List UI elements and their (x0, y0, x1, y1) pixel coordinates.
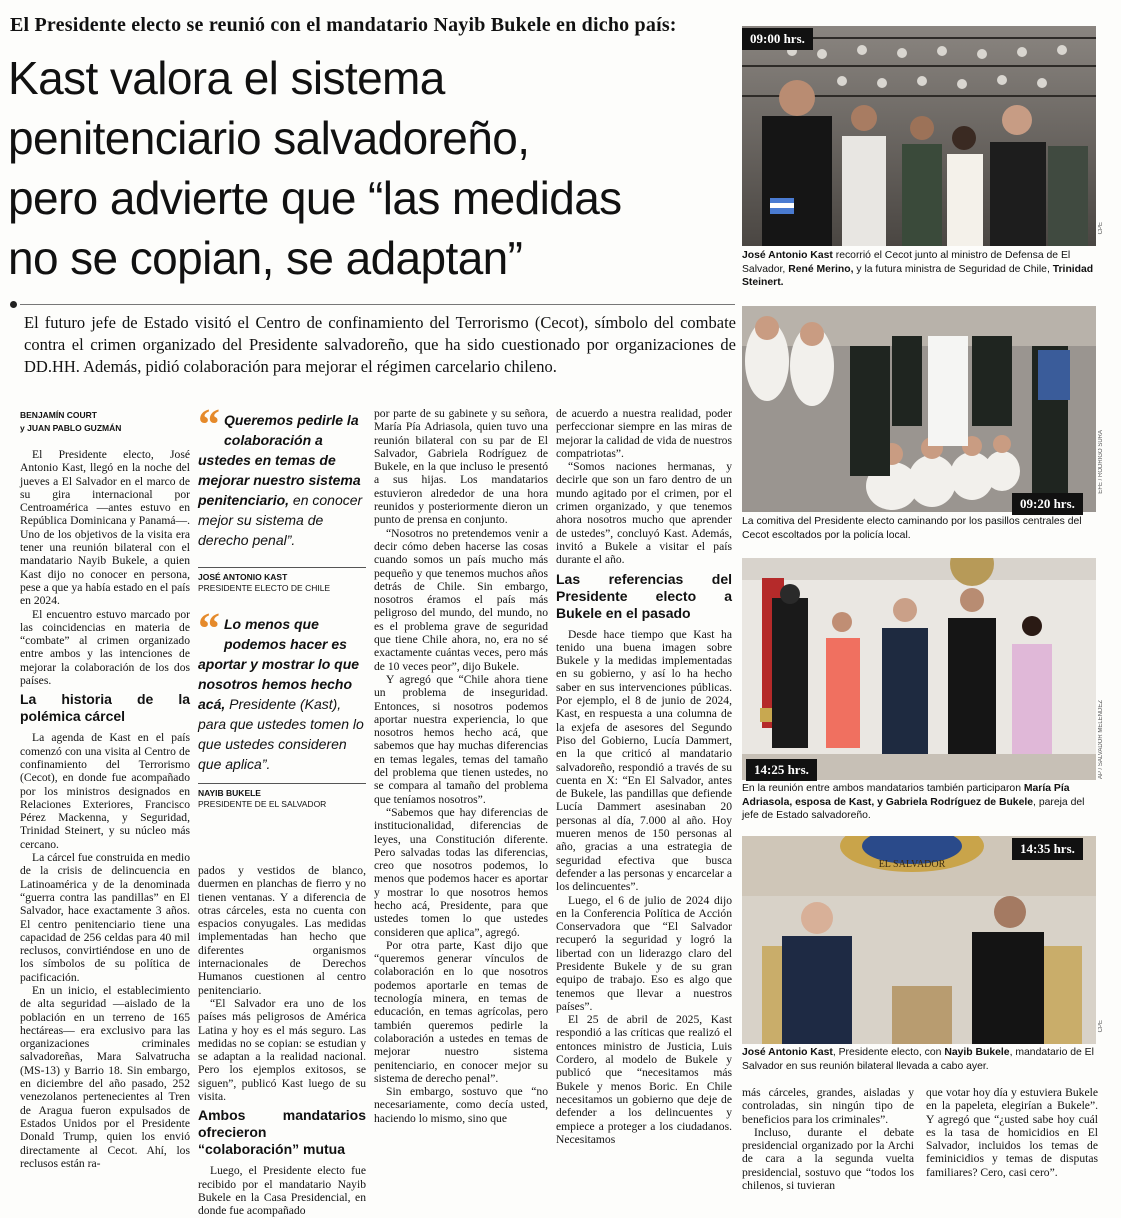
quote-attribution-kast (198, 567, 366, 594)
column-2 (198, 864, 366, 1218)
photo-cecot-corridor-image (742, 306, 1096, 512)
col3-paragraph: “Sabemos que hay diferencias de institucionalidad, diferencias de leyes, una Constitución diferente. Pero salvadas todas las diferencias, creo que nosotros podemos, lo menos que podemos hacer es aportar y mostrar lo que nosotros hemos hecho acá, Presidente, para que ustedes tomen lo que ustedes consideren que aplica”, agregó. (374, 805, 548, 939)
col6-paragraph: que votar hoy día y estuviera Bukele en la papeleta, elegirían a Bukele”. Y agregó que “¿usted sabe hoy cuál es la tasa de homicidios en El Salvador, incluidos los temas de feminicidios y temas de disputas familiares? Cero, casi cero”. (926, 1086, 1098, 1179)
quote-mark-icon: “ (198, 604, 220, 653)
photo-caption (742, 1046, 1096, 1073)
quote-name: JOSÉ ANTONIO KAST (198, 572, 288, 582)
col3-paragraph: Sin embargo, sostuvo que “no necesariamente, como decía usted, haciendo lo mismo, sino que (374, 1085, 548, 1125)
col2-paragraph: pados y vestidos de blanco, duermen en planchas de fierro y no tienen ventanas. Y a diferencia de otras cárceles, esta no cuenta con espacios conyugales. Las medidas implementadas han hecho que diferentes organismos internacionales de Derechos Humanos cuestionen al centro penitenciario. (198, 864, 366, 997)
caption-bold: Trinidad Steinert. (742, 263, 1094, 288)
photo-casa-presidencial (742, 558, 1096, 780)
photo-bilateral-meeting (742, 836, 1096, 1044)
quote-strong: Lo menos que podemos hacer es aportar y mostrar lo que nosotros hemos hecho acá, (198, 616, 360, 712)
quote-role: PRESIDENTE DE EL SALVADOR (198, 799, 327, 809)
headline-line-4: no se copian, se adaptan” (8, 232, 523, 284)
col1-paragraph: La cárcel fue construida en medio de la crisis de delincuencia en Latinoamérica y de la denominada “guerra contra las pandillas” en El Salvador, hace exactamente 3 años. El centro penitenciario tiene una capacidad de 256 celdas para 40 mil reclusos, convirtiéndose en uno de los símbolos de su política de pacificación. (20, 851, 190, 984)
caption-text: y la futura ministra de Seguridad de Chile, (853, 263, 1053, 275)
col3-paragraph: por parte de su gabinete y su señora, María Pía Adriasola, quien tuvo una reunión bilateral con su par de El Salvador, Gabriela Rodríguez de Bukele, en la que incluso le presentó a sus hijas. Los mandatarios estuvieron alrededor de una hora reunidos y posteriormente dieron un punto de prensa en conjunto. (374, 407, 548, 527)
caption-bold: José Antonio Kast (742, 250, 833, 261)
col2-paragraph: Luego, el Presidente electo fue recibido por el mandatario Nayib Bukele en la Casa Presidencial, en donde fue acompañado (198, 1164, 366, 1218)
photo-caption (742, 782, 1096, 823)
lead-paragraph: El futuro jefe de Estado visitó el Centro de confinamiento del Terrorismo (Cecot), símbolo del combate contra el crimen organizado del Presidente salvadoreño, que ha sido cuestionado por organizaciones de DD.HH. Además, pidió colaboración para mejorar el régimen carcelario chileno. (24, 313, 736, 376)
pull-quote-bukele (198, 604, 366, 774)
quote-role: PRESIDENTE ELECTO DE CHILE (198, 583, 331, 593)
col4-paragraph: “Somos naciones hermanas, y decirle que son un faro dentro de un mundo agitado por el crimen, por el crimen organizado, y que tenemos ahora nosotros mucho que aprender de ustedes”, concluyó Kast. Además, invitó a Bukele a visitar el país durante el año. (556, 460, 732, 567)
col1-paragraph: En un inicio, el establecimiento de alta seguridad —aislado de la población en un terreno de 165 hectáreas— era exclusivo para las organizaciones criminales salvadoreñas, Mara Salvatrucha (MS-13) y Barrio 18. Sin embargo, en diciembre del año pasado, 252 venezolanos pertenecientes al Tren de Aragua fueron expulsados de Estados Unidos por el Presidente Donald Trump, quien los envió directamente al Cecot. Ahí, los reclusos están ra- (20, 983, 190, 1170)
photo-credit: AP / SALVADOR MELENDEZ (1098, 700, 1104, 780)
photo-time-badge: 09:00 hrs. (742, 28, 813, 50)
lead-rule (20, 304, 735, 305)
caption-bold: Nayib Bukele (944, 1047, 1010, 1058)
photo-time-badge: 14:35 hrs. (1012, 838, 1083, 860)
col4-paragraph: Luego, el 6 de julio de 2024 dijo en la Conferencia Política de Acción Conservadora que “El Salvador recuperó la seguridad y logró la libertad con un liderazgo claro del Presidente Bukele y de su gran equipo de trabajo. Eso es algo que tenemos que llevar a nuestros países”. (556, 893, 732, 1013)
col1-subhead: La historia de la polémica cárcel (20, 691, 190, 725)
photo-cecot-visit (742, 26, 1096, 246)
quote-name: NAYIB BUKELE (198, 788, 261, 798)
byline-author-1: BENJAMÍN COURT (20, 410, 97, 420)
caption-text: , pareja del jefe de Estado salvadoreño. (742, 796, 1085, 821)
col3-paragraph: Y agregó que “Chile ahora tiene un problema de inseguridad. Entonces, si nosotros podemos aportar nuestra experiencia, lo que nosotros hemos hecho acá, que sabemos que hay muchas diferencias en temas legales, temas del tamaño del problema que tienen ustedes, no se compara al tamaño del problema que teníamos nosotros”. (374, 672, 548, 806)
col3-paragraph: “Nosotros no pretendemos venir a decir cómo deben hacerse las cosas cuando somos un país mucho más pequeño y que tenemos muchos años detrás de Chile. Sin embargo, nosotros éramos el país más peligroso del mundo, del mundo, no es el problema grave de seguridad que tiene Chile ahora, no, era no sé exactamente cuántas veces, pero más de 10 veces peor”, dijo Bukele. (374, 526, 548, 673)
headline-line-3: pero advierte que “las medidas (8, 172, 622, 224)
headline (8, 48, 736, 288)
headline-line-2: penitenciario salvadoreño, (8, 112, 530, 164)
col4-subhead: Las referencias del Presidente electo a Bukele en el pasado (556, 570, 732, 621)
caption-bold: René Merino, (788, 263, 854, 275)
seal-text: EL SALVADOR (878, 859, 946, 870)
column-3 (374, 407, 548, 1125)
kicker: El Presidente electo se reunió con el mandatario Nayib Bukele en dicho país: (10, 14, 677, 36)
column-4 (556, 407, 732, 1146)
caption-text: , Presidente electo, con (832, 1047, 945, 1058)
photo-cecot-visit-image (742, 26, 1096, 246)
column-5 (742, 1086, 914, 1192)
col1-paragraph: La agenda de Kast en el país comenzó con una visita al Centro de confinamiento del Terrorismo (Cecot), en donde fue acompañado por los ministros designados en Relaciones Exteriores, Francisco Pérez Mackenna, y Seguridad, Trinidad Steinert, y su núcleo más cercano. (20, 731, 190, 851)
col3-paragraph: Por otra parte, Kast dijo que “queremos generar vínculos de colaboración en lo que nosotros podemos aportarle en temas de tecnología minera, en temas de educación, en temas agrícolas, pero también queremos pedirle la colaboración a ustedes en temas de mejorar nuestro sistema penitenciario, en conocer mejor su sistema de derecho penal”. (374, 938, 548, 1085)
col4-paragraph: Desde hace tiempo que Kast ha tenido una buena imagen sobre Bukele y la medidas implementadas en su gobierno, y así lo ha hecho saber en sus intervenciones públicas. Por ejemplo, el 8 de junio de 2024, Kast, en respuesta a una columna de la exjefa de asesores del Segundo Piso del Gobierno, Lucía Dammert, en la que criticó al mandatario salvadoreño, respondió a través de su cuenta en X: “En El Salvador, antes de Bukele, las pandillas que defiende Lucía Dammert asesinaban 20 personas al día, 7.000 al año. Hoy mueren menos de 150 personas al año, gracias a una estrategia de seguridad efectiva que busca defender a las personas y encarcelar a los delincuentes”. (556, 627, 732, 894)
column-6 (926, 1086, 1098, 1179)
caption-bold: José Antonio Kast (742, 1047, 833, 1058)
quote-attribution-bukele (198, 783, 366, 810)
col1-paragraph: El Presidente electo, José Antonio Kast, llegó en la noche del jueves a El Salvador en el marco de su gira internacional por Centroamérica —antes estuvo en República Dominicana y Panamá—. Uno de los objetivos de la visita era tener una reunión bilateral con el mandatario Nayib Bukele, a quien Kast dijo no conocer en persona, pese a que ya había estado en el país en 2024. (20, 448, 190, 608)
caption-text: , mandatario de El Salvador en sus reunión bilateral llevada a cabo ayer. (742, 1047, 1094, 1072)
col5-paragraph: más cárceles, grandes, aisladas y controladas, sin ningún tipo de beneficios para los criminales”. (742, 1086, 914, 1126)
photo-credit: CPE (1098, 1020, 1104, 1033)
column-1 (20, 448, 190, 1170)
col4-paragraph: de acuerdo a nuestra realidad, poder perfeccionar siempre en las miras de mejorar la calidad de vida de nuestros compatriotas”. (556, 407, 732, 460)
photo-time-badge: 14:25 hrs. (746, 759, 817, 781)
quote-mark-icon: “ (198, 400, 220, 449)
byline-author-2: y JUAN PABLO GUZMÁN (20, 423, 122, 433)
quote-rest: en conocer mejor su sistema de derecho penal”. (198, 492, 363, 548)
photo-credit: CPE (1098, 222, 1104, 235)
photo-casa-presidencial-image (742, 558, 1096, 780)
headline-line-1: Kast valora el sistema (8, 52, 445, 104)
col2-subhead: Ambos mandatarios ofrecieron “colaboración” mutua (198, 1107, 366, 1158)
caption-bold: María Pía Adriasola, esposa de Kast, y Gabriela Rodríguez de Bukele (742, 783, 1070, 808)
col5-paragraph: Incluso, durante el debate presidencial organizado por la Archi de cara a la segunda vuelta presidencial, sostuvo que “todos los chilenos, si tuvieran (742, 1125, 914, 1193)
col4-paragraph: El 25 de abril de 2025, Kast respondió a las críticas que realizó el entonces ministro de Justicia, Luis Cordero, al modelo de Bukele y publicó que “necesitamos más Bukele y menos Boric. En Chile necesitamos un gobierno que deje de defender a los delincuentes y empiece a proteger a los ciudadanos. Necesitamos (556, 1013, 732, 1146)
col2-paragraph: “El Salvador era uno de los países más peligrosos de América Latina y hoy es el más seguro. Las medidas no se copian: se estudian y se adaptan a la realidad nacional. Pero los ejemplos exitosos, se siguen”, publicó Kast luego de su visita. (198, 996, 366, 1104)
byline (20, 409, 195, 435)
caption-text: recorrió el Cecot junto al ministro de Defensa de El Salvador, (742, 250, 1071, 275)
col1-paragraph: El encuentro estuvo marcado por las coincidencias en materia de “combate” al crimen organizado entre ambos y las intenciones de mejorar la colaboración de los dos países. (20, 607, 190, 688)
photo-time-badge: 09:20 hrs. (1012, 493, 1083, 515)
quote-strong: Queremos pedirle la colaboración a ustedes en temas de mejorar nuestro sistema penitenciario, (198, 412, 361, 508)
caption-text: En la reunión entre ambos mandatarios también participaron (742, 783, 1024, 794)
photo-caption: La comitiva del Presidente electo caminando por los pasillos centrales del Cecot escoltados por la policía local. (742, 516, 1082, 541)
photo-caption (742, 249, 1096, 290)
photo-cecot-corridor (742, 306, 1096, 512)
lead-bullet (10, 301, 17, 308)
quote-rest: Presidente (Kast), para que ustedes tomen lo que ustedes consideren que aplica”. (198, 696, 364, 772)
photo-bilateral-meeting-image (742, 836, 1096, 1044)
photo-credit: EFE / RODRIGO SURA (1098, 430, 1104, 494)
pull-quote-kast (198, 400, 366, 550)
